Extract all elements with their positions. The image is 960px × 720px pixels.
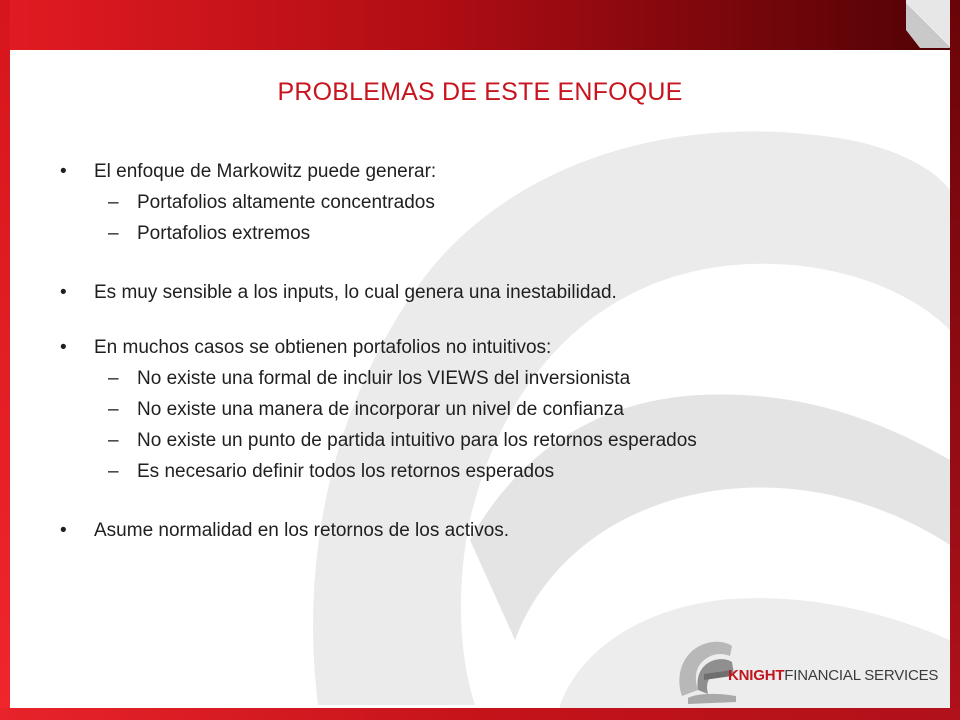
- bullet-marker: •: [60, 337, 67, 358]
- dash-marker: –: [108, 223, 119, 244]
- bullet-marker: •: [60, 520, 67, 541]
- sub-item-text: Portafolios altamente concentrados: [137, 192, 435, 213]
- slide-body: [60, 156, 900, 546]
- company-logo-text: [728, 667, 938, 684]
- dash-marker: –: [108, 461, 119, 482]
- sub-item: [60, 394, 900, 425]
- sub-item: [60, 218, 900, 249]
- logo-brand-rest: FINANCIAL SERVICES: [784, 667, 939, 684]
- sub-item-text: No existe un punto de partida intuitivo para los retornos esperados: [137, 430, 697, 451]
- frame-top: [0, 0, 960, 50]
- bullet-item: [60, 332, 900, 363]
- sub-item: [60, 456, 900, 487]
- sub-item: [60, 187, 900, 218]
- dash-marker: –: [108, 399, 119, 420]
- sub-item-text: No existe una formal de incluir los VIEWS del inversionista: [137, 368, 631, 389]
- frame-left: [0, 0, 10, 720]
- slide-title: PROBLEMAS DE ESTE ENFOQUE: [277, 78, 683, 106]
- bullet-text: Asume normalidad en los retornos de los activos.: [94, 520, 510, 541]
- logo-brand-bold: KNIGHT: [728, 667, 785, 684]
- dash-marker: –: [108, 430, 119, 451]
- bullet-item: [60, 156, 900, 187]
- sub-item: [60, 363, 900, 394]
- dash-marker: –: [108, 192, 119, 213]
- bullet-marker: •: [60, 161, 67, 182]
- sub-item-text: Portafolios extremos: [137, 223, 311, 244]
- frame-right: [950, 0, 960, 720]
- frame-bottom: [0, 708, 960, 720]
- bullet-text: Es muy sensible a los inputs, lo cual genera una inestabilidad.: [94, 282, 617, 303]
- bullet-text: En muchos casos se obtienen portafolios no intuitivos:: [94, 337, 552, 358]
- bullet-marker: •: [60, 282, 67, 303]
- sub-item-text: No existe una manera de incorporar un nivel de confianza: [137, 399, 624, 420]
- bullet-item: [60, 515, 900, 546]
- sub-item-text: Es necesario definir todos los retornos esperados: [137, 461, 555, 482]
- sub-item: [60, 425, 900, 456]
- dash-marker: –: [108, 368, 119, 389]
- bullet-item: [60, 277, 900, 308]
- bullet-text: El enfoque de Markowitz puede generar:: [94, 161, 437, 182]
